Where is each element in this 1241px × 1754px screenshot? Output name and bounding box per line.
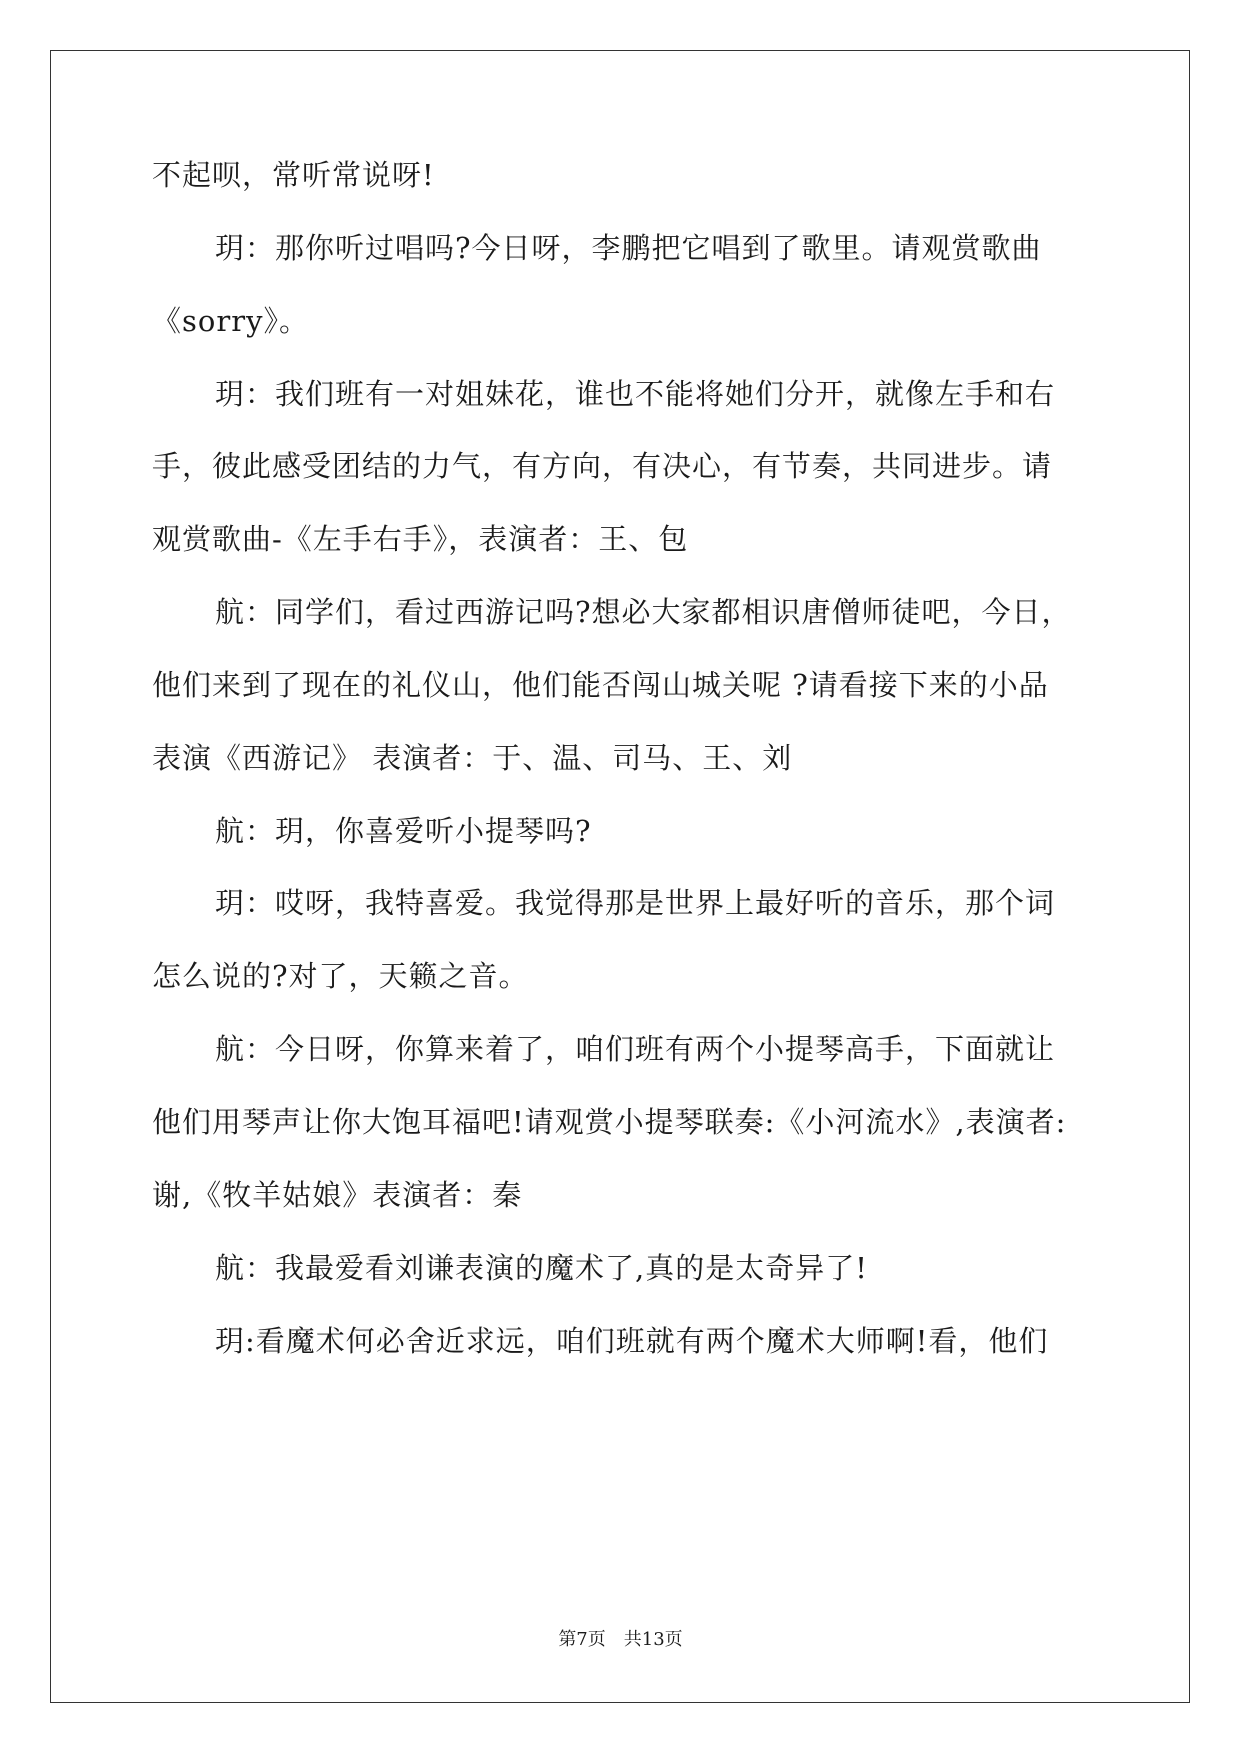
text-line: 玥:看魔术何必舍近求远，咱们班就有两个魔术大师啊!看，他们 — [215, 1324, 1049, 1358]
text-line: 观赏歌曲-《左手右手》，表演者：王、包 — [152, 522, 689, 556]
text-line: 航：同学们，看过西游记吗?想必大家都相识唐僧师徒吧，今日， — [215, 595, 1072, 629]
text-line: 他们来到了现在的礼仪山，他们能否闯山城关呢 ?请看接下来的小品 — [152, 668, 1049, 702]
text-line: 表演《西游记》 表演者：于、温、司马、王、刘 — [152, 741, 793, 775]
page-number-footer: 第7页 共13页 — [558, 1629, 683, 1650]
text-line: 玥：哎呀，我特喜爱。我觉得那是世界上最好听的音乐，那个词 — [215, 886, 1056, 920]
text-line: 不起呗，常听常说呀! — [152, 158, 435, 192]
text-line: 航：今日呀，你算来着了，咱们班有两个小提琴高手，下面就让 — [215, 1032, 1056, 1066]
text-line: 手，彼此感受团结的力气，有方向，有决心，有节奏，共同进步。请 — [152, 449, 1053, 483]
text-line: 他们用琴声让你大饱耳福吧!请观赏小提琴联奏:《小河流水》,表演者: — [152, 1105, 1067, 1139]
text-line: 怎么说的?对了，天籁之音。 — [152, 959, 529, 993]
text-line: 《sorry》。 — [152, 304, 309, 338]
text-line: 玥：那你听过唱吗?今日呀，李鹏把它唱到了歌里。请观赏歌曲 — [215, 231, 1042, 265]
text-line: 航：我最爱看刘谦表演的魔术了,真的是太奇异了! — [215, 1251, 868, 1285]
text-line: 玥：我们班有一对姐妹花，谁也不能将她们分开，就像左手和右 — [215, 377, 1056, 411]
text-line: 航：玥，你喜爱听小提琴吗? — [215, 814, 592, 848]
text-line: 谢,《牧羊姑娘》表演者：秦 — [152, 1178, 523, 1212]
page-border — [50, 50, 1190, 1703]
